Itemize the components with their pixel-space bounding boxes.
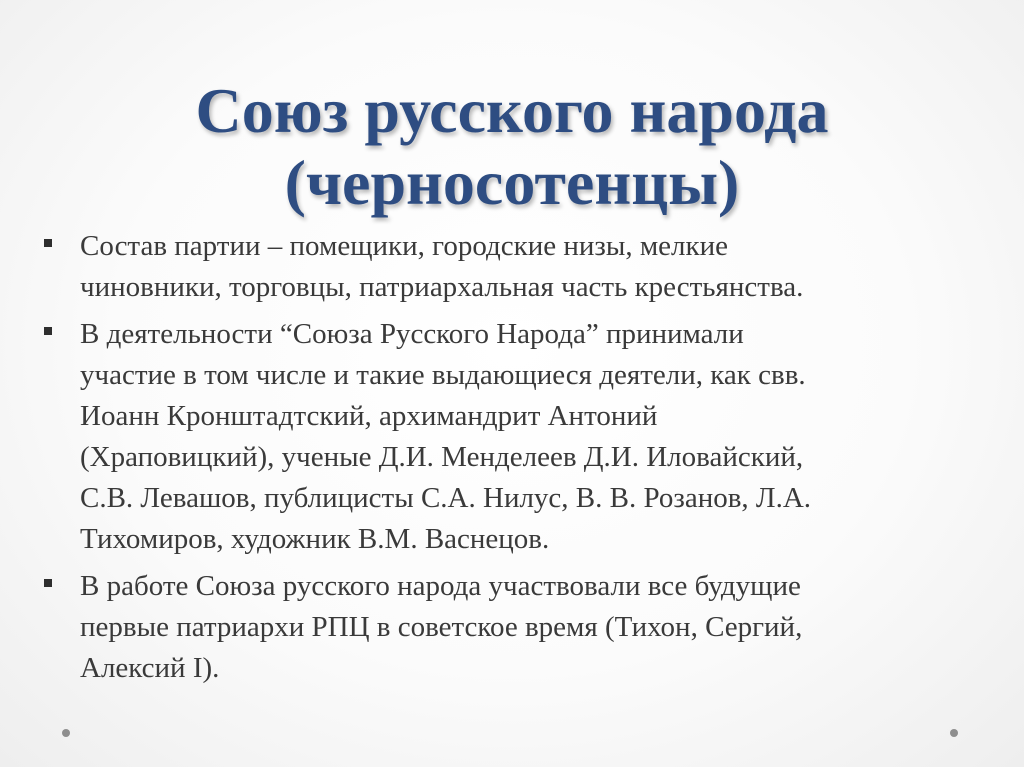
slide-title — [60, 75, 964, 219]
square-bullet-icon — [44, 579, 52, 587]
bullet-text — [80, 314, 970, 560]
bullet-line: Алексий I). — [80, 652, 220, 684]
bullet-line: первые патриархи РПЦ в советское время (Тихон, Сергий, — [80, 611, 803, 643]
bullet-text — [80, 226, 970, 308]
bullet-line: участие в том числе и такие выдающиеся деятели, как свв. — [80, 359, 806, 391]
bullet-item-notable-members — [40, 314, 970, 560]
decorative-dot-icon — [62, 729, 70, 737]
bullet-item-patriarchs — [40, 566, 970, 689]
bullet-line: В работе Союза русского народа участвовали все будущие — [80, 570, 801, 602]
bullet-line: Тихомиров, художник В.М. Васнецов. — [80, 523, 550, 555]
bullet-line: чиновники, торговцы, патриархальная часть крестьянства. — [80, 271, 804, 303]
bullet-line: Состав партии – помещики, городские низы, мелкие — [80, 230, 728, 262]
bullet-text — [80, 566, 970, 689]
title-line-2: (черносотенцы) — [284, 146, 740, 218]
bullet-line: (Храповицкий), ученые Д.И. Менделеев Д.И. Иловайский, — [80, 441, 804, 473]
square-bullet-icon — [44, 327, 52, 335]
title-line-1: Союз русского народа — [195, 74, 829, 146]
square-bullet-icon — [44, 239, 52, 247]
bullet-item-party-composition — [40, 226, 970, 308]
bullet-line: С.В. Левашов, публицисты С.А. Нилус, В. В. Розанов, Л.А. — [80, 482, 812, 514]
bullet-line: В деятельности “Союза Русского Народа” принимали — [80, 318, 744, 350]
bullet-list — [40, 226, 970, 695]
decorative-dot-icon — [950, 729, 958, 737]
bullet-line: Иоанн Кронштадтский, архимандрит Антоний — [80, 400, 658, 432]
